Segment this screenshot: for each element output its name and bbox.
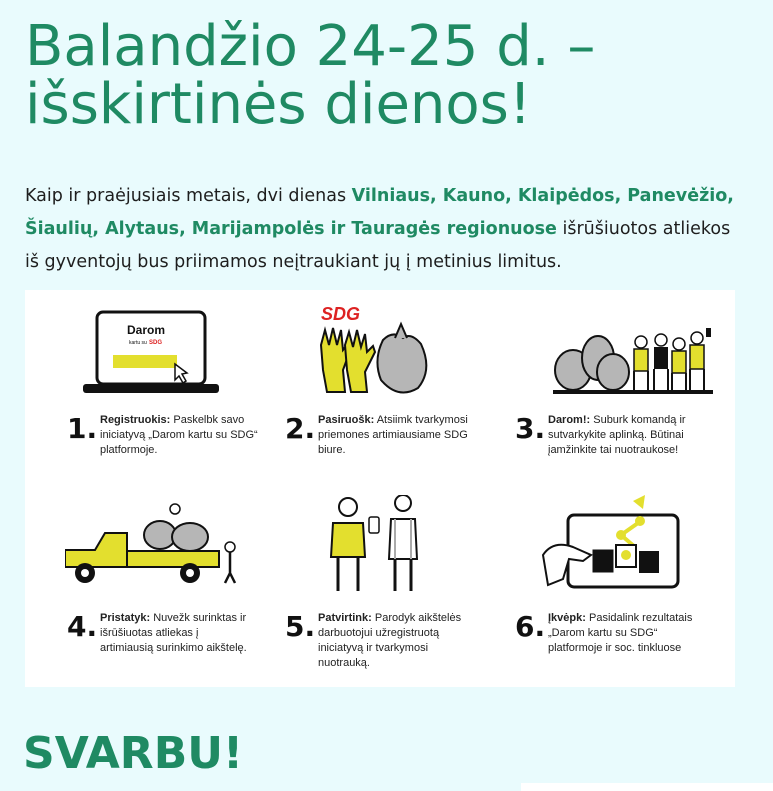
step-description [100,413,260,458]
steps-infographic [25,290,735,687]
step-number: 3. [515,412,546,445]
step-description [100,611,250,656]
section-heading-important: SVARBU! [23,728,244,779]
laptop-logo-darom: Darom [127,323,166,337]
step-text: Nuvežk surinktas ir išrūšiuotas atliekas į artimiausią surinkimo aikštelę. [100,612,247,654]
step-text: Pasidalink rezultatais „Darom kartu su SDG“ platformoje ir soc. tinkluose [548,612,693,654]
footer-edge [521,783,773,791]
intro-paragraph [25,180,745,279]
step-text: Suburk komandą ir sutvarkykite aplinką. Būtinai įamžinkite tai nuotraukose! [548,414,686,456]
step-number: 6. [515,610,546,643]
step-title: Pristatyk: [100,612,151,624]
intro-text-end: išrūšiuotos atliekos iš gyventojų bus priimamos neįtraukiant jų į metinius limitus. [25,219,731,272]
step-number: 2. [285,412,316,445]
laptop-logo-sdg: SDG [149,340,163,346]
step-title: Įkvėpk: [548,612,586,624]
step-number: 1. [67,412,98,445]
step-title: Patvirtink: [318,612,372,624]
intro-text-start: Kaip ir praėjusiais metais, dvi dienas [25,186,352,206]
step-text: Atsiimk tvarkymosi priemones artimiausiame SDG biure. [318,414,468,456]
page-title [25,14,765,137]
step-title: Registruokis: [100,414,171,426]
share-photos-icon [513,495,743,600]
step-number: 5. [285,610,316,643]
title-line-2: išskirtinės dienos! [25,72,532,137]
step-title: Pasiruošk: [318,414,375,426]
truck-icon [65,495,295,600]
step-description [318,413,468,458]
step-description [548,413,708,458]
step-number: 4. [67,610,98,643]
step-description [318,611,478,671]
step-text: Parodyk aikštelės darbuotojui užregistruotą iniciatyvą ir tvarkymosi nuotrauką. [318,612,462,669]
laptop-logo-kartu: kartu su [129,340,147,346]
step-text: Paskelbk savo iniciatyvą „Darom kartu su SDG“ platformoje. [100,414,258,456]
laptop-icon [65,300,295,405]
sdg-logo: SDG [321,304,361,324]
intro-regions: Vilniaus, Kauno, Klaipėdos, Panevėžio, Šiaulių, Alytaus, Marijampolės ir Tauragės regionuose [25,186,734,239]
title-line-1: Balandžio 24-25 d. – [25,14,596,79]
team-with-bags-icon [513,300,743,405]
worker-and-phone-icon [283,495,513,600]
gloves-and-bag-icon [283,300,513,405]
step-title: Darom!: [548,414,591,426]
step-description [548,611,698,656]
